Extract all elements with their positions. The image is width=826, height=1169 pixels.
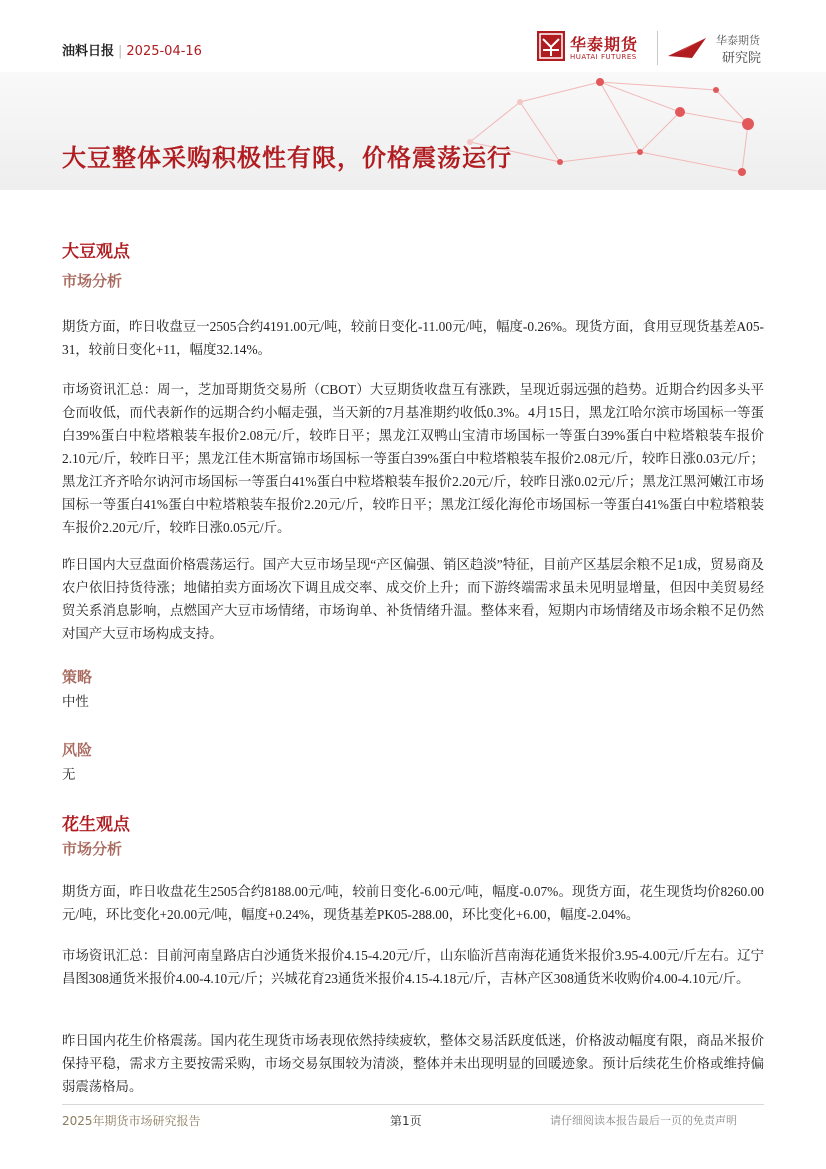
footer-divider bbox=[62, 1104, 764, 1105]
institute-name-line1: 华泰期货 bbox=[716, 34, 760, 47]
strategy-value: 中性 bbox=[62, 694, 89, 709]
peanut-paragraph-outlook: 昨日国内花生价格震荡。国内花生现货市场表现依然持续疲软，整体交易活跃度低迷，价格波动幅度有限，商品米报价保持平稳，需求方主要按需采购，市场交易氛围较为清淡，整体并未出现明显的回暖迹象。预计后续花生价格或维持偏弱震荡格局。 bbox=[62, 1033, 764, 1094]
peanut-heading: 花生观点 bbox=[62, 815, 130, 835]
soybean-paragraph-futures: 期货方面，昨日收盘豆一2505合约4191.00元/吨，较前日变化-11.00元/吨，幅度-0.26%。现货方面，食用豆现货基差A05-31，较前日变化+11，幅度32.14%。 bbox=[62, 319, 764, 357]
logo-text-cn: 华泰期货 bbox=[570, 35, 639, 54]
strategy-heading: 策略 bbox=[62, 668, 93, 686]
footer-disclaimer: 请仔细阅读本报告最后一页的免责声明 bbox=[550, 1114, 737, 1127]
huatai-logo-icon bbox=[537, 31, 565, 61]
page-number: 第1页 bbox=[390, 1114, 422, 1128]
peanut-paragraph-futures: 期货方面，昨日收盘花生2505合约8188.00元/吨，较前日变化-6.00元/吨，幅度-0.07%。现货方面，花生现货均价8260.00元/吨，环比变化+20.00元/吨，幅度+0.24%，现货基差PK05-288.00，环比变化+6.00，幅度-2.04%。 bbox=[62, 884, 764, 922]
footer-report-name: 2025年期货市场研究报告 bbox=[62, 1114, 201, 1128]
report-date: 2025-04-16 bbox=[126, 44, 202, 59]
institute-name-line2: 研究院 bbox=[722, 51, 762, 66]
research-institute-icon bbox=[666, 34, 710, 60]
risk-value: 无 bbox=[62, 767, 76, 782]
logo-divider bbox=[657, 31, 658, 65]
risk-heading: 风险 bbox=[62, 741, 93, 759]
logo-text-en: HUATAI FUTURES bbox=[570, 53, 637, 61]
page-title: 大豆整体采购积极性有限，价格震荡运行 bbox=[62, 144, 512, 172]
soybean-subheading: 市场分析 bbox=[62, 272, 123, 290]
soybean-heading: 大豆观点 bbox=[62, 242, 130, 262]
peanut-paragraph-news: 市场资讯汇总：目前河南皇路店白沙通货米报价4.15-4.20元/斤，山东临沂莒南海花通货米报价3.95-4.00元/斤左右。辽宁昌图308通货米报价4.00-4.10元/斤；兴城花育23通货米报价4.15-4.18元/斤，吉林产区308通货米收购价4.00-4.10元/斤。 bbox=[62, 948, 764, 986]
soybean-paragraph-news: 市场资讯汇总：周一，芝加哥期货交易所（CBOT）大豆期货收盘互有涨跌，呈现近弱远强的趋势。近期合约因多头平仓而收低，而代表新作的远期合约小幅走强，当天新的7月基准期约收低0.3%。4月15日，黑龙江哈尔滨市场国标一等蛋白39%蛋白中粒塔粮装车报价2.08元/斤，较昨日平；黑龙江双鸭山宝清市场国标一等蛋白39%蛋白中粒塔粮装车报价2.10元/斤，较昨日平；黑龙江佳木斯富锦市场国标一等蛋白39%蛋白中粒塔粮装车报价2.08元/斤，较昨日涨0.03元/斤；黑龙江齐齐哈尔讷河市场国标一等蛋白41%蛋白中粒塔粮装车报价2.20元/斤，较昨日涨0.02元/斤；黑龙江黑河嫩江市场国标一等蛋白41%蛋白中粒塔粮装车报价2.20元/斤，较昨日平；黑龙江绥化海伦市场国标一等蛋白41%蛋白中粒塔粮装车报价2.20元/斤，较昨日涨0.05元/斤。 bbox=[62, 382, 764, 535]
soybean-paragraph-outlook: 昨日国内大豆盘面价格震荡运行。国产大豆市场呈现“产区偏强、销区趋淡”特征，目前产区基层余粮不足1成，贸易商及农户依旧持货待涨；地储拍卖方面场次下调且成交率、成交价上升；而下游终端需求虽未见明显增量，但因中美贸易经贸关系消息影响，点燃国产大豆市场情绪，市场询单、补货情绪升温。整体来看，短期内市场情绪及市场余粮不足仍然对国产大豆市场构成支持。 bbox=[62, 557, 764, 641]
tag-separator: | bbox=[118, 44, 123, 59]
report-type: 油料日报 bbox=[62, 44, 115, 59]
peanut-subheading: 市场分析 bbox=[62, 840, 123, 858]
report-tag bbox=[62, 40, 202, 59]
page-header bbox=[0, 0, 826, 72]
